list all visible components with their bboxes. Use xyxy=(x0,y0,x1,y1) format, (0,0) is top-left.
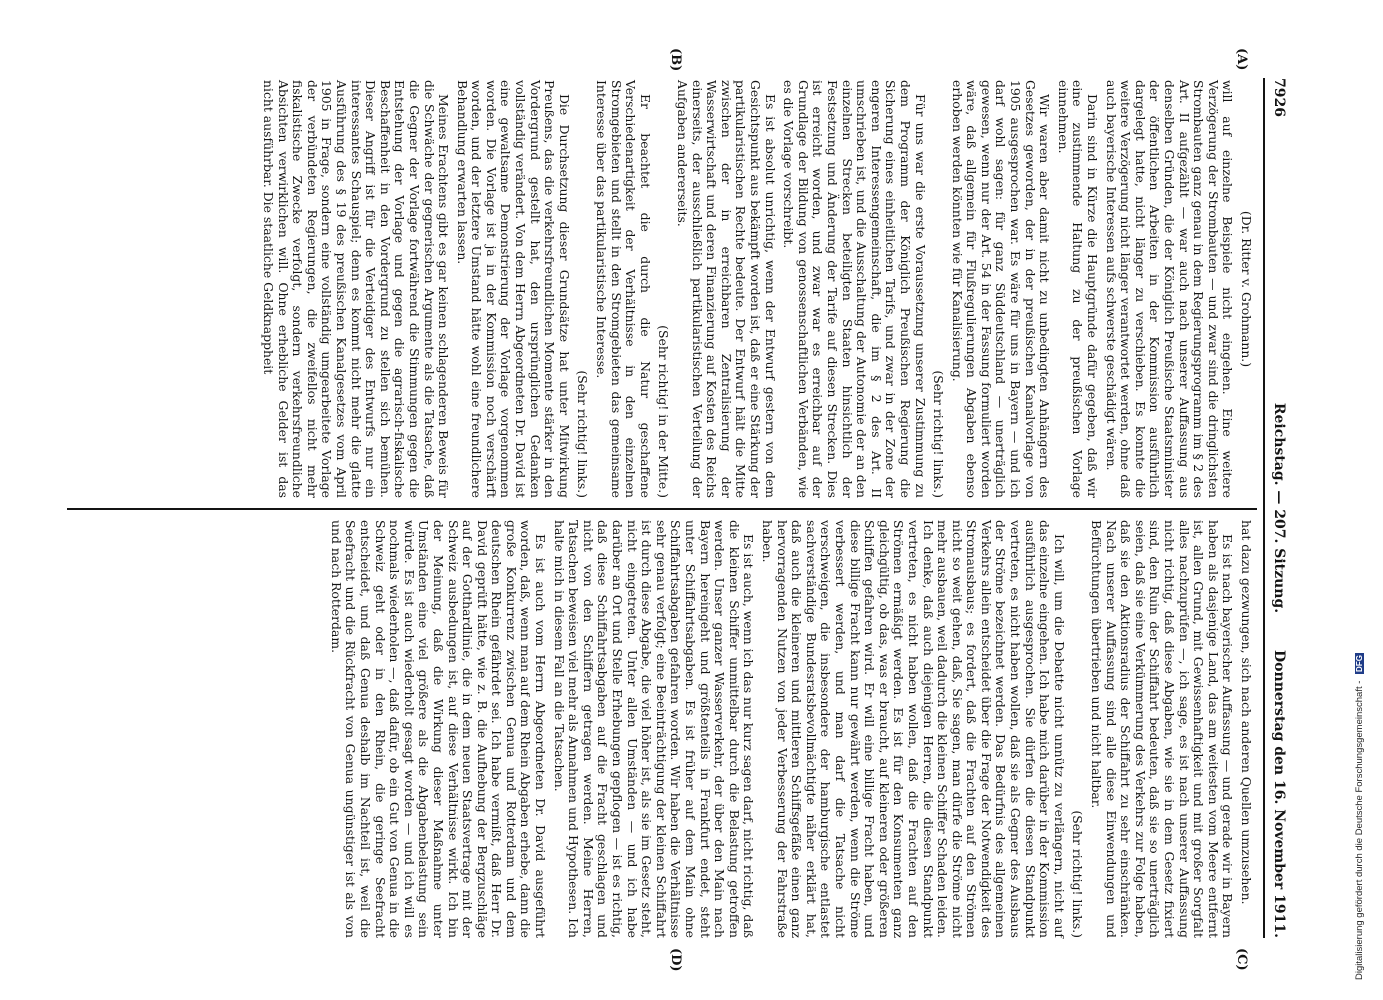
margin-marker-d: (D) xyxy=(668,948,683,972)
margin-marker-c: (C) xyxy=(1234,948,1249,971)
column-divider xyxy=(67,508,1257,510)
speaker-label: (Dr. Ritter v. Grohmann.) xyxy=(1239,210,1254,368)
paragraph: Meines Erachtens gibt es gar keinen schlagenderen Beweis für die Schwäche der gegnerischen Argumente als die Tatsache, daß die Gegner der Vorlage fortwährend die Stimmungen gegen die Entstehung der Vorlage und gegen die agrarisch-fiskalische Beschaffenheit in den Vordergrund zu stellen sich bemühen. Dieser Angriff ist für die Verteidiger des Entwurfs nur ein interessantes Schauspiel; denn es kommt nicht mehr die glatte Ausführung des § 19 des preußischen Kanalgesetzes vom April 1905 in Frage, sondern eine vollständig umgearbeitete Vorlage der verbündeten Regierungen, die zweifellos nicht mehr fiskalistische Zwecke verfolgt, sondern verkehrsfreundliche Absichten verwirklichen will. Ohne erhebliche Gelder ist das nicht ausführbar. Die staatliche Geldknappheit xyxy=(261,80,452,498)
margin-marker-a: (A) xyxy=(1234,48,1249,71)
paragraph: Darin sind in Kürze die Hauptgründe dafür gegeben, daß wir eine zustimmende Haltung zu der preußischen Vorlage einnehmen. xyxy=(1055,80,1101,498)
margin-marker-b: (B) xyxy=(668,48,683,72)
header-title: Reichstag. — 207. Sitzung. xyxy=(1271,402,1287,614)
paragraph: will auf einzelne Beispiele nicht eingehen. Eine weitere Verzögerung der Strombauten — und zwar sind die dringlichsten Strombauten ganz genau in dem Regierungsprogramm im § 2 des Art. II aufgezählt — war auch nach unserer Auffassung aus denselben Gründen, die der Königlich Preußische Staatsminister der öffentlichen Arbeiten in der Kommission ausführlich dargelegt hatte, nicht länger zu verschieben. Es konnte die weitere Verzögerung nicht länger verantwortet werden, ohne daß auch bayerische Interessen aufs schwerste geschädigt wären. xyxy=(1103,80,1236,498)
reaction-note: (Sehr richtig! links.) xyxy=(1070,810,1086,938)
text-column-left xyxy=(256,80,1253,498)
text-column-right xyxy=(324,520,1253,938)
paragraph: Es ist absolut unrichtig, wenn der Entwurf gestern von dem Gesichtspunkt aus bekämpft worden ist, daß er eine Stärkung der partikularistischen Rechte bedeute. Der Entwurf hält die Mitte zwischen der in erreichbaren Zentralisierung der Wasserwirtschaft und deren Finanzierung auf Kosten des Reichs einerseits, der ausschließlich partikularistischen Verteilung der Aufgaben andererseits. xyxy=(675,80,778,498)
running-header xyxy=(1263,78,1299,938)
page-number: 7926 xyxy=(1271,78,1287,117)
paragraph: Es ist auch, wenn ich das nur kurz sagen darf, nicht richtig, daß die kleinen Schiffer unmittelbar durch die Belastung getroffen werden. Unser ganzer Wasserverkehr, der über den Main nach Bayern hereingeht und größtenteils in Frankfurt endet, steht unter Schiffahrtsabgaben. Es ist früher auf dem Main ohne Schiffahrtsabgaben gefahren worden. Wir haben die Verhältnisse sehr genau verfolgt; eine Beeinträchtigung der kleinen Schiffahrt ist durch diese Abgabe, die viel höher ist, als sie im Gesetz steht, nicht eingetreten. Unter allen Umständen — und ich habe darüber an Ort und Stelle Erhebungen gepflogen — ist es richtig, daß diese Schiffahrtsabgaben auf die Fracht geschlagen und nicht von den Schiffern getragen werden. Meine Herren, Tatsachen beweisen viel mehr als Annahmen und Hypothesen. Ich halte mich in diesem Fall an die Tatsachen. xyxy=(551,520,757,938)
paragraph: Ich will, um die Debatte nicht unnütz zu verlängern, nicht auf das einzelne eingehen. Ich habe mich darüber in der Kommission ausführlich ausgesprochen. Sie dürfen die diesen Standpunkt vertreten, es nicht haben wollen, daß sie als Gegner des Ausbaus der Ströme bezeichnet werden. Das Bedürfnis des allgemeinen Verkehrs allein entscheidet über die Frage der Notwendigkeit des Stromausbaus; es fordert, daß die Frachten auf den Strömen nicht so weit gehen, daß, Sie sagen, man dürfe die Ströme nicht mehr ausbauen, weil dadurch die kleinen Schiffer Schaden leiden. Ich denke, daß auch diejenigen Herren, die diesen Standpunkt vertreten, es nicht haben wollen, daß die Frachten auf den Strömen ermäßigt werden. Es ist für den Konsumenten ganz gleichgültig, ob das, was er braucht, auf kleineren oder größeren Schiffen gefahren wird. Er will eine billige Fracht haben, und diese billige Fracht kann nur gewährt werden, wenn die Ströme verbessert werden, und man darf die Tatsache nicht verschweigen, die insbesondere der hamburgische entlastet sachverständige Bundesratsbevollmächtigte näher erklärt hat, daß auch die kleineren und mittleren Schiffsgefäße einen ganz hervorragenden Nutzen von jeder Verbesserung der Fahrstraße haben. xyxy=(760,520,1067,938)
paragraph: Für uns war die erste Voraussetzung unserer Zustimmung zu dem Programm der Königlich Preußischen Regierung die Sicherung eines einheitlichen Tarifs, und zwar in der Zone der engeren Interessengemeinschaft, die im § 2 des Art. II umschrieben ist, und die Ausschaltung der Autonomie der an den einzelnen Strecken beteiligten Staaten hinsichtlich der Festsetzung und Änderung der Tarife auf diesen Strecken. Dies ist erreicht worden, und zwar war es erreichbar auf der Grundlage der Bildung von genossenschaftlichen Verbänden, wie es die Vorlage vorschreibt. xyxy=(781,80,928,498)
reaction-note: (Sehr richtig! links.) xyxy=(931,370,947,498)
paragraph: Die Durchsetzung dieser Grundsätze hat unter Mitwirkung Preußens, das die verkehrsfreundlichen Momente stärker in den Vordergrund gestellt hat, den ursprünglichen Gedanken vollständig verändert. Von dem Herrn Abgeordneten Dr. David ist eine gewaltsame Demonstrierung der Vorlage vorgenommen worden. Die Vorlage ist ja in der Kommission noch verschärft worden, und der letztere Umstand hätte wohl eine freundlichere Behandlung erwarten lassen. xyxy=(454,80,572,498)
reaction-note: (Sehr richtig! links.) xyxy=(575,370,591,498)
paragraph: Es ist nach bayerischer Auffassung — und gerade wir in Bayern haben als dasjenige Land, das am weitesten vom Meere entfernt ist, allen Grund, mit Gewissenhaftigkeit und mit großer Sorgfalt alles nachzuprüfen —, ich sage, es ist nach unserer Auffassung nicht richtig, daß diese Abgaben, wie sie in dem Gesetz fixiert sind, den Ruin der Schiffahrt bedeuten, daß sie so unerträglich seien, daß sie eine Verkümmerung des Verkehrs zur Folge haben, daß sie den Aktionsradius der Schiffahrt zu sehr einschränken. Nach unserer Auffassung sind alle diese Einwendungen und Befürchtungen übertrieben und nicht haltbar. xyxy=(1089,520,1236,938)
paragraph: Wir waren aber damit nicht zu unbedingten Anhängern des Gesetzes geworden, der in der preußischen Kanalvorlage von 1905 ausgesprochen war. Es wäre für uns in Bayern — und ich darf wohl sagen: für ganz Süddeutschland — unerträglich gewesen, wenn nur der Art. 54 in der Fassung formuliert worden wäre, daß allgemein für Flußregulierungen Abgaben ebenso erhoben werden könnten wie für Kanalisierung. xyxy=(949,80,1053,498)
dfg-logo: DFG xyxy=(1355,655,1364,672)
reaction-note: (Sehr richtig! in der Mitte.) xyxy=(656,325,672,498)
paragraph: Es ist auch vom Herrn Abgeordneten Dr. David ausgeführt worden, daß, wenn man auf dem Rhein Abgaben erhebe, dann die große Konkurrenz zwischen Genua und Rotterdam und dem deutschen Rhein gefährdet sei. Ich habe vermißt, daß Herr Dr. David geprüft hätte, wie z. B. die Aufhebung der Bergzuschläge auf der Gotthardlinie, die in dem neuen Staatsvertrage mit der Schweiz ausbedungen ist, auf diese Verhältnisse wirkt. Ich bin der Meinung, daß die Wirkung dieser Maßnahme unter Umständen eine viel größere als die Abgabenbelastung sein würde. Es ist auch wiederholt gesagt worden — und ich will es nochmals wiederholen —, daß dafür, ob ein Gut von Genua in die Schweiz geht oder in den Rhein, die geringe Seefracht entscheidet, und daß Genua deshalb im Nachteil ist, weil die Seefracht und die Rückfracht von Genua ungünstiger ist als von und nach Rotterdam. xyxy=(328,520,549,938)
paragraph: Er beachtet die durch die Natur geschaffene Verschiedenartigkeit der Verhältnisse in den einzelnen Stromgebieten und stellt in den Stromgebieten das gemeinsame Interesse über das partikularistische Interesse. xyxy=(594,80,653,498)
digitization-credit xyxy=(1354,653,1368,980)
paragraph: hat dazu gezwungen, sich nach anderen Quellen umzusehen. xyxy=(1239,520,1254,905)
header-date: Donnerstag den 16. November 1911. xyxy=(1271,650,1287,938)
credit-text: Digitalisierung gefördert durch die Deutsche Forschungsgemeinschaft - xyxy=(1354,680,1365,980)
